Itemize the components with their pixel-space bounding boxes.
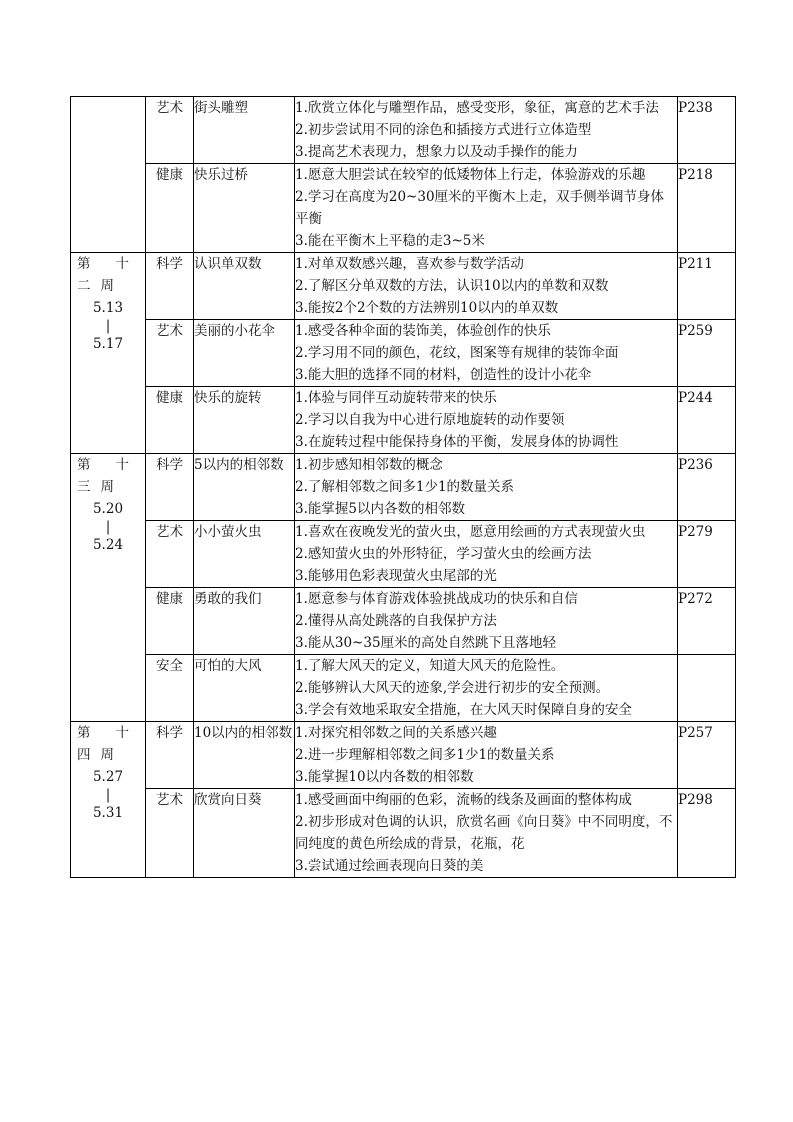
topic-cell: 勇敢的我们 [194, 588, 295, 655]
goal-item: 1.了解大风天的定义，知道大风天的危险性。 [295, 658, 565, 674]
page-ref-cell: P279 [678, 521, 736, 588]
topic-cell: 5以内的相邻数 [194, 454, 295, 521]
goal-item: 2.学习用不同的颜色，花纹，图案等有规律的装饰伞面 [295, 345, 619, 361]
goals-cell [295, 454, 678, 521]
goal-item: 3.在旋转过程中能保持身体的平衡，发展身体的协调性 [295, 434, 619, 450]
topic-cell: 认识单双数 [194, 253, 295, 320]
week-cell [71, 722, 146, 878]
goal-item: 1.欣赏立体化与雕塑作品，感受变形，象征，寓意的艺术手法 [295, 100, 659, 116]
table-row [71, 97, 736, 164]
goal-item: 3.能大胆的选择不同的材料，创造性的设计小花伞 [295, 367, 592, 383]
goal-item: 1.对单双数感兴趣，喜欢参与数学活动 [295, 256, 524, 272]
page-ref-cell: P238 [678, 97, 736, 164]
subject-cell: 艺术 [146, 521, 194, 588]
subject-cell: 艺术 [146, 320, 194, 387]
page-ref-cell: P244 [678, 387, 736, 454]
goals-cell [295, 253, 678, 320]
table-row [71, 320, 736, 387]
week-label: 第十三周 [77, 457, 139, 495]
goal-item: 1.体验与同伴互动旋转带来的快乐 [295, 390, 497, 406]
goal-item: 2.学习在高度为20~30厘米的平衡木上走，双手侧举调节身体平衡 [295, 189, 665, 227]
topic-cell: 可怕的大风 [194, 655, 295, 722]
topic-cell: 街头雕塑 [194, 97, 295, 164]
table-row [71, 588, 736, 655]
week-start-date: 5.13 [92, 300, 124, 316]
goal-item: 2.了解相邻数之间多1少1的数量关系 [295, 479, 515, 495]
goal-item: 3.能掌握5以内各数的相邻数 [295, 501, 465, 517]
week-cell [71, 97, 146, 253]
table-row [71, 253, 736, 320]
page-ref-cell [678, 655, 736, 722]
goals-cell [295, 320, 678, 387]
subject-cell: 安全 [146, 655, 194, 722]
goals-cell [295, 97, 678, 164]
topic-cell: 10以内的相邻数 [194, 722, 295, 789]
goal-item: 3.提高艺术表现力，想象力以及动手操作的能力 [295, 144, 578, 160]
week-start-date: 5.20 [92, 501, 124, 517]
goal-item: 1.愿意参与体育游戏体验挑战成功的快乐和自信 [295, 591, 578, 607]
page-ref-cell: P236 [678, 454, 736, 521]
goal-item: 3.能掌握10以内各数的相邻数 [295, 769, 474, 785]
week-label: 第十四周 [77, 725, 139, 763]
topic-cell: 快乐的旋转 [194, 387, 295, 454]
goal-item: 3.能按2个2个数的方法辨别10以内的单双数 [295, 300, 559, 316]
subject-cell: 健康 [146, 588, 194, 655]
goal-item: 3.能从30~35厘米的高处自然跳下且落地轻 [295, 635, 557, 651]
goal-item: 3.学会有效地采取安全措施，在大风天时保障自身的安全 [295, 702, 632, 718]
week-label: 第十二周 [77, 256, 139, 294]
table-row [71, 521, 736, 588]
page-ref-cell: P272 [678, 588, 736, 655]
week-end-date: 5.17 [92, 336, 124, 352]
page-ref-cell: P211 [678, 253, 736, 320]
subject-cell: 科学 [146, 454, 194, 521]
goals-cell [295, 789, 678, 878]
subject-cell: 艺术 [146, 97, 194, 164]
goals-cell [295, 588, 678, 655]
goal-item: 1.喜欢在夜晚发光的萤火虫，愿意用绘画的方式表现萤火虫 [295, 524, 646, 540]
goal-item: 2.初步尝试用不同的涂色和插接方式进行立体造型 [295, 122, 592, 138]
page-ref-cell: P218 [678, 164, 736, 253]
weekly-plan-table [70, 96, 736, 878]
table-row [71, 655, 736, 722]
goal-item: 2.学习以自我为中心进行原地旋转的动作要领 [295, 412, 565, 428]
page-ref-cell: P298 [678, 789, 736, 878]
topic-cell: 美丽的小花伞 [194, 320, 295, 387]
goals-cell [295, 655, 678, 722]
table-row [71, 387, 736, 454]
goal-item: 3.能在平衡木上平稳的走3~5米 [295, 233, 485, 249]
week-start-date: 5.27 [92, 769, 124, 785]
subject-cell: 艺术 [146, 789, 194, 878]
page-ref-cell: P259 [678, 320, 736, 387]
goals-cell [295, 164, 678, 253]
goal-item: 2.感知萤火虫的外形特征，学习萤火虫的绘画方法 [295, 546, 592, 562]
goal-item: 1.感受画面中绚丽的色彩，流畅的线条及画面的整体构成 [295, 792, 632, 808]
topic-cell: 欣赏向日葵 [194, 789, 295, 878]
date-separator: | [105, 787, 111, 803]
goal-item: 2.懂得从高处跳落的自我保护方法 [295, 613, 497, 629]
goal-item: 2.了解区分单双数的方法，认识10以内的单数和双数 [295, 278, 609, 294]
date-separator: | [105, 318, 111, 334]
goal-item: 1.初步感知相邻数的概念 [295, 457, 443, 473]
plan-table-body [71, 97, 736, 878]
date-separator: | [105, 519, 111, 535]
table-row [71, 454, 736, 521]
topic-cell: 小小萤火虫 [194, 521, 295, 588]
subject-cell: 科学 [146, 722, 194, 789]
week-cell [71, 454, 146, 722]
goal-item: 1.对探究相邻数之间的关系感兴趣 [295, 725, 497, 741]
table-row [71, 722, 736, 789]
goal-item: 1.愿意大胆尝试在较窄的低矮物体上行走，体验游戏的乐趣 [295, 167, 646, 183]
table-row [71, 164, 736, 253]
goals-cell [295, 387, 678, 454]
goal-item: 2.初步形成对色调的认识，欣赏名画《向日葵》中不同明度，不同纯度的黄色所绘成的背景，花瓶，花 [295, 814, 673, 852]
goal-item: 3.能够用色彩表现萤火虫尾部的光 [295, 568, 497, 584]
topic-cell: 快乐过桥 [194, 164, 295, 253]
week-end-date: 5.31 [92, 805, 124, 821]
week-end-date: 5.24 [92, 537, 124, 553]
week-cell [71, 253, 146, 454]
table-row [71, 789, 736, 878]
subject-cell: 科学 [146, 253, 194, 320]
subject-cell: 健康 [146, 164, 194, 253]
goals-cell [295, 521, 678, 588]
goal-item: 2.能够辨认大风天的迹象,学会进行初步的安全预测。 [295, 680, 610, 696]
goal-item: 1.感受各种伞面的装饰美，体验创作的快乐 [295, 323, 551, 339]
goals-cell [295, 722, 678, 789]
subject-cell: 健康 [146, 387, 194, 454]
goal-item: 3.尝试通过绘画表现向日葵的美 [295, 858, 484, 874]
page-ref-cell: P257 [678, 722, 736, 789]
goal-item: 2.进一步理解相邻数之间多1少1的数量关系 [295, 747, 555, 763]
